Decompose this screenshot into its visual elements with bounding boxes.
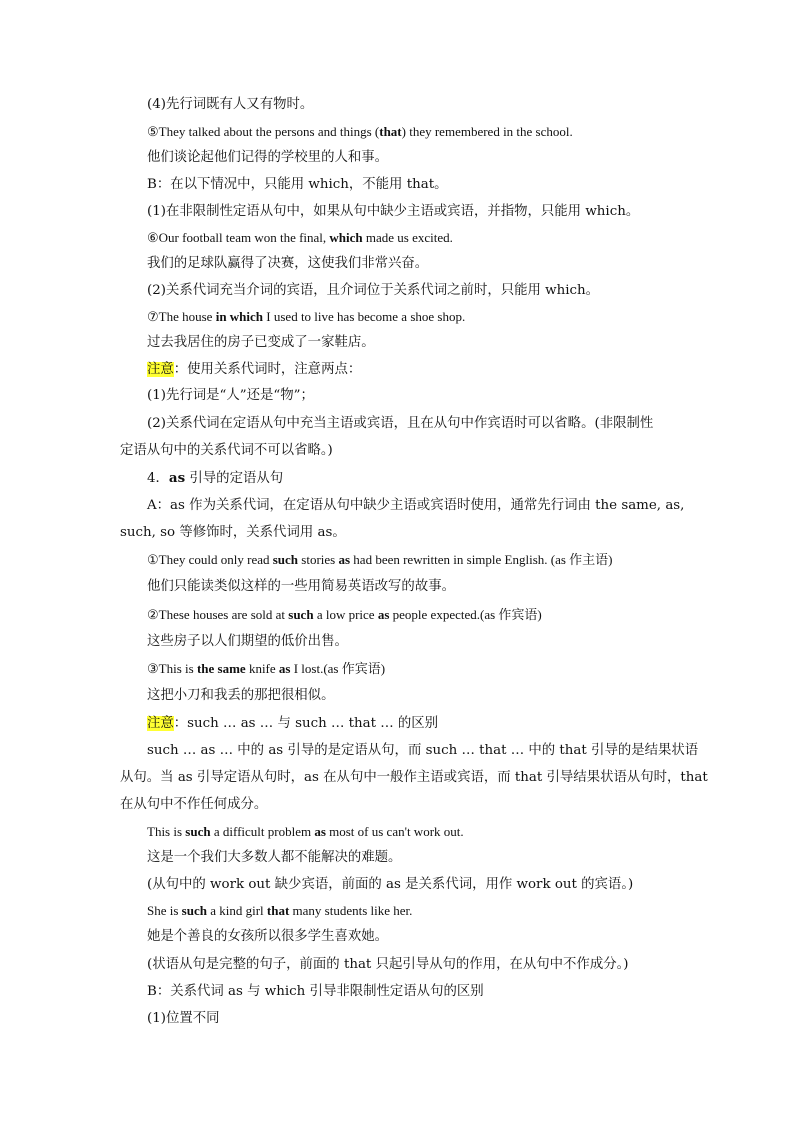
text-line: (1)位置不同 xyxy=(147,1011,220,1026)
translation-line: 这把小刀和我丢的那把很相似。 xyxy=(147,688,335,703)
text-line: (2)关系代词充当介词的宾语，且介词位于关系代词之前时，只能用 which。 xyxy=(147,283,600,298)
text-line: 定语从句中的关系代词不可以省略。) xyxy=(120,443,333,458)
text-line: (2)关系代词在定语从句中充当主语或宾语，且在从句中作宾语时可以省略。(非限制性 xyxy=(147,416,654,431)
example-sentence: ②These houses are sold at such a low price as people expected.(as 作宾语) xyxy=(147,607,542,622)
translation-line: 这是一个我们大多数人都不能解决的难题。 xyxy=(147,850,402,865)
translation-line: 这些房子以人们期望的低价出售。 xyxy=(147,634,348,649)
section-heading-b: B：在以下情况中，只能用 which，不能用 that。 xyxy=(147,177,448,192)
example-sentence: This is such a difficult problem as most of us can't work out. xyxy=(147,824,464,839)
translation-line: 她是个善良的女孩所以很多学生喜欢她。 xyxy=(147,929,389,944)
example-sentence: ⑥Our football team won the final, which made us excited. xyxy=(147,230,453,245)
translation-line: 过去我居住的房子已变成了一家鞋店。 xyxy=(147,335,375,350)
text-line: (状语从句是完整的句子，前面的 that 只起引导从句的作用，在从句中不作成分。) xyxy=(147,957,629,972)
translation-line: 我们的足球队赢得了决赛，这使我们非常兴奋。 xyxy=(147,256,429,271)
text-line: 从句。当 as 引导定语从句时，as 在从句中一般作主语或宾语，而 that 引导结果状语从句时，that xyxy=(120,770,708,785)
example-sentence: ①They could only read such stories as had been rewritten in simple English. (as 作主语) xyxy=(147,552,613,567)
text-line: such, so 等修饰时，关系代词用 as。 xyxy=(120,525,346,540)
text-line: 在从句中不作任何成分。 xyxy=(120,797,268,812)
note-line: 注意：such … as … 与 such … that … 的区别 xyxy=(147,716,439,731)
translation-line: 他们只能读类似这样的一些用简易英语改写的故事。 xyxy=(147,579,455,594)
note-highlight: 注意 xyxy=(147,362,174,377)
text-line: (1)先行词是“人”还是“物”； xyxy=(147,388,314,403)
example-sentence: She is such a kind girl that many students like her. xyxy=(147,903,413,918)
note-highlight: 注意 xyxy=(147,716,174,731)
text-line: such … as … 中的 as 引导的是定语从句，而 such … that … 中的 that 引导的是结果状语 xyxy=(147,743,699,758)
text-line: (4)先行词既有人又有物时。 xyxy=(147,97,314,112)
text-line: (1)在非限制性定语从句中，如果从句中缺少主语或宾语，并指物，只能用 which。 xyxy=(147,204,640,219)
note-line: 注意：使用关系代词时，注意两点： xyxy=(147,362,362,377)
section-heading-4: 4．as 引导的定语从句 xyxy=(147,470,284,486)
section-heading-b: B：关系代词 as 与 which 引导非限制性定语从句的区别 xyxy=(147,984,484,999)
example-sentence: ⑦The house in which I used to live has become a shoe shop. xyxy=(147,309,466,324)
example-sentence: ⑤They talked about the persons and things (that) they remembered in the school. xyxy=(147,124,573,139)
example-sentence: ③This is the same knife as I lost.(as 作宾语) xyxy=(147,661,386,676)
translation-line: 他们谈论起他们记得的学校里的人和事。 xyxy=(147,150,389,165)
text-line: A：as 作为关系代词，在定语从句中缺少主语或宾语时使用，通常先行词由 the same, as, xyxy=(147,498,685,513)
text-line: (从句中的 work out 缺少宾语，前面的 as 是关系代词，用作 work out 的宾语。) xyxy=(147,877,634,892)
